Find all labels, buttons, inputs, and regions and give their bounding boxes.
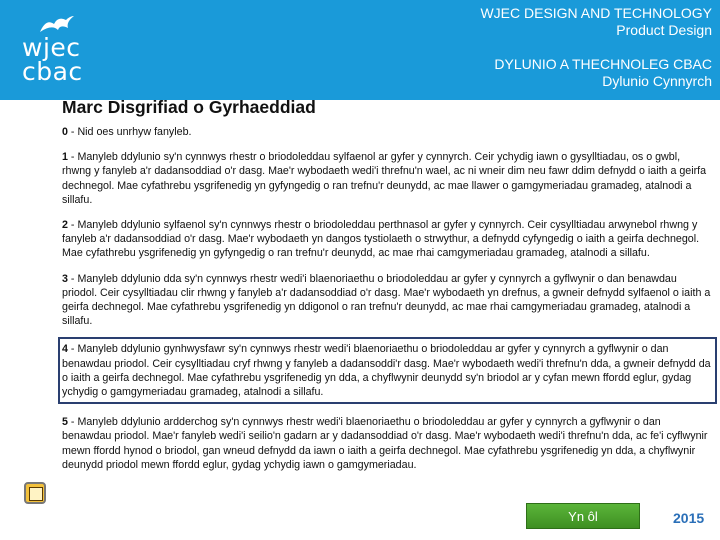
- resource-icon[interactable]: [24, 482, 46, 504]
- level-number: 3: [62, 272, 68, 285]
- level-text: - Manyleb ddylunio gynhwysfawr sy'n cynnwys rhestr wedi'i blaenoriaethu o briodoleddau ar gyfer y cynnyrch a gyflwynir o dan benawdau priodol. Ceir cysylltiadau cryf rhwng y fanyleb a dadansoddi'r dasg. Mae'r wybodaeth wedi'i threfnu'n dda, a gwneir defnydd da o iaith a geirfa dechnegol. Mae cyfathrebu ysgrifenedig yn dda, a chyflwynir deunydd sy'n briodol ar y cyfan mewn ffordd eglur, gydag ychydig o gamgymeriadau gramadeg, atalnodi a sillafu.: [62, 343, 711, 399]
- back-button[interactable]: Yn ôl: [526, 503, 640, 529]
- year-label: 2015: [673, 510, 705, 526]
- wjec-cbac-logo: [22, 14, 102, 86]
- logo-text-cbac: cbac: [22, 57, 83, 86]
- logo-feather-icon: [36, 14, 76, 34]
- level-text: - Nid oes unrhyw fanyleb.: [67, 126, 192, 138]
- level-number: 2: [62, 219, 68, 232]
- level-5-descriptor: [60, 413, 715, 472]
- level-text: - Manyleb ddylunio ardderchog sy'n cynnwys rhestr wedi'i blaenoriaethu o briodoleddau ar gyfer y cynnyrch a gyflwynir o dan benawdau priodol. Mae'r fanyleb wedi'i seilio'n gadarn ar y dadansoddiad o'r dasg. Mae'r wybodaeth wedi'i threfnu'n dda, ac fe'i cyflwynir mewn ffordd hynod o briodol, gan wneud defnydd da iawn o iaith a geirfa dechnegol. Mae cyfathrebu ysgrifenedig yn dda, a chyflwynir deunydd priodol mewn ffordd eglur, gydag ychydig iawn o gamgymeriadau.: [62, 416, 708, 471]
- welsh-heading-line1: DYLUNIO A THECHNOLEG CBAC: [494, 56, 712, 72]
- level-0-descriptor: [60, 123, 715, 139]
- level-number: 4: [62, 343, 68, 356]
- welsh-heading: [494, 56, 712, 90]
- page-title: Marc Disgrifiad o Gyrhaeddiad: [62, 97, 316, 117]
- english-heading-line2: Product Design: [616, 22, 712, 38]
- mark-criteria-list: [60, 123, 715, 481]
- logo-text-wjec: wjec: [22, 33, 81, 62]
- level-2-descriptor: [60, 216, 715, 261]
- level-text: - Manyleb ddylunio sylfaenol sy'n cynnwys rhestr o briodoleddau perthnasol ar gyfer y cynnyrch. Ceir cysylltiadau arwynebol rhwng y fanyleb a'r dadansoddiad o'r dasg. Mae'r wybodaeth yn dangos tystiolaeth o strwythur, a defnydd cyfyngedig o iaith a geirfa dechnegol. Mae cyfathrebu ysgrifenedig yn gyfyngedig o ran trefnu'r deunydd, ac mae rhai camgymeriadau gramadeg, atalnodi a sillafu.: [62, 219, 700, 260]
- header-banner: [0, 0, 720, 100]
- level-number: 1: [62, 151, 68, 164]
- level-text: - Manyleb ddylunio dda sy'n cynnwys rhestr wedi'i blaenoriaethu o briodoleddau ar gyfer y cynnyrch a gyflwynir o dan benawdau priodol. Ceir cysylltiadau clir rhwng y fanyleb a'r dadansoddiad o'r dasg. Mae'r wybodaeth yn drefnus, a gwneir defnydd sylfaenol o iaith a geirfa dechnegol. Mae cyfathrebu ysgrifenedig yn ddigonol o ran trefnu'r deunydd, ac mae rhai camgymeriadau gramadeg, atalnodi a sillafu.: [62, 272, 711, 328]
- level-text: - Manyleb ddylunio sy'n cynnwys rhestr o briodoleddau sylfaenol ar gyfer y cynnyrch. Ceir ychydig iawn o gysylltiadau, os o gwbl, rhwng y fanyleb a'r dadansoddiad o'r dasg. Mae'r wybodaeth wedi'i threfnu'n wael, ac ni wneir dim neu fawr ddim defnydd o iaith a geirfa dechnegol. Mae cyfathrebu ysgrifenedig yn gyfyngedig o ran trefnu'r deunydd, ac mae llawer o gamgymeriadau gramadeg, atalnodi a sillafu.: [62, 151, 707, 206]
- level-4-descriptor: [58, 337, 717, 404]
- level-number: 0: [62, 126, 68, 138]
- level-number: 5: [62, 416, 68, 429]
- english-heading-line1: WJEC DESIGN AND TECHNOLOGY: [480, 5, 712, 21]
- level-3-descriptor: [60, 270, 715, 329]
- english-heading: [480, 5, 712, 39]
- welsh-heading-line2: Dylunio Cynnyrch: [602, 73, 712, 89]
- level-1-descriptor: [60, 148, 715, 207]
- resource-icon-inner: [29, 487, 43, 501]
